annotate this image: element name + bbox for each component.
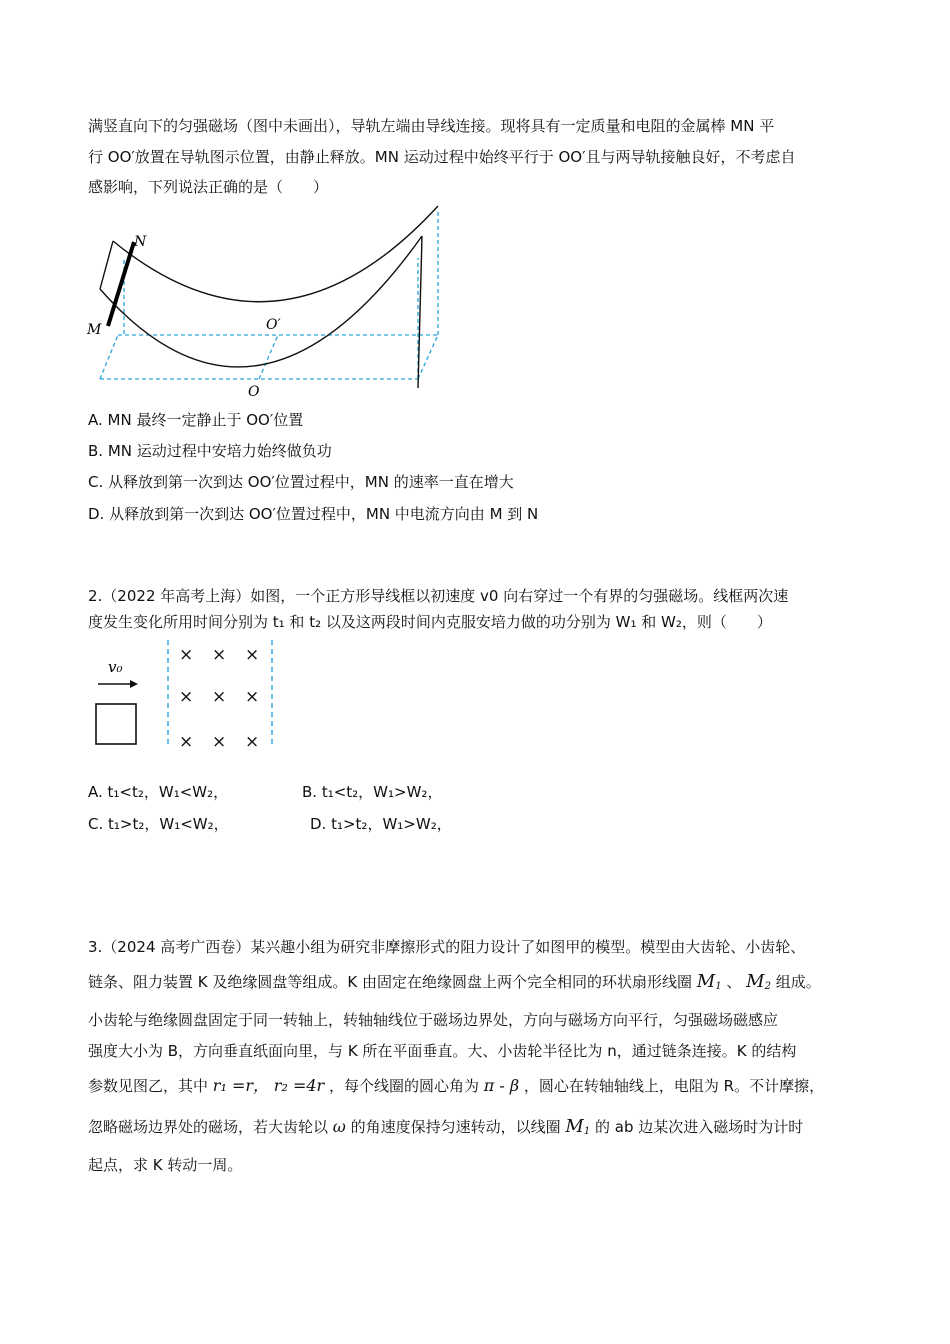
equation-r1: r₁ =r，: [212, 1076, 270, 1095]
field-crosses: [179, 645, 259, 748]
svg-text:×: ×: [212, 645, 227, 665]
symbol-m1: $M_1$: [696, 971, 722, 992]
q3-line-6: 忽略磁场边界处的磁场，若大齿轮以 ω 的角速度保持匀速转动，以线圈 $M_1$ 的 ab 边某次进入磁场时为计时: [88, 1116, 804, 1137]
svg-text:×: ×: [212, 687, 227, 707]
q2-option-c: C. t₁>t₂，W₁<W₂，: [88, 815, 229, 833]
q1-option-c: C. 从释放到第一次到达 OO′位置过程中，MN 的速率一直在增大: [88, 473, 514, 491]
square-loop: [96, 704, 136, 744]
q3-line-2: 链条、阻力装置 K 及绝缘圆盘等组成。K 由固定在绝缘圆盘上两个完全相同的环状扇形线圈 $M_1$ 、 $M_2$ 组成。: [88, 971, 821, 992]
svg-text:×: ×: [245, 732, 260, 748]
label-n: N: [134, 234, 147, 250]
svg-text:×: ×: [245, 687, 260, 707]
q2-option-b: B. t₁<t₂，W₁>W₂，: [302, 783, 443, 801]
q3-line-7: 起点，求 K 转动一周。: [88, 1156, 243, 1174]
connecting-wire: [100, 241, 113, 289]
figure-dashed-line: [418, 335, 438, 379]
label-o: O: [248, 384, 260, 400]
svg-text:×: ×: [245, 645, 260, 665]
equation-r2: r₂ =4r: [273, 1076, 325, 1095]
q1-option-b: B. MN 运动过程中安培力始终做负功: [88, 442, 332, 460]
velocity-arrow-head: [130, 680, 138, 688]
metal-rod-mn: [108, 242, 134, 326]
symbol-m2: $M_2$: [746, 971, 771, 992]
q3-line-2-end: 组成。: [775, 973, 821, 991]
svg-text:×: ×: [179, 687, 194, 707]
q1-option-a: A. MN 最终一定静止于 OO′位置: [88, 411, 304, 429]
q1-stem-line-3: 感影响，下列说法正确的是（ ）: [88, 178, 329, 196]
back-rail: [113, 206, 438, 302]
figure-dashed-line: [100, 335, 118, 379]
q2-option-a: A. t₁<t₂，W₁<W₂，: [88, 783, 229, 801]
label-o-prime: O′: [266, 317, 281, 333]
q2-stem-line-2: 度发生变化所用时间分别为 t₁ 和 t₂ 以及这两段时间内克服安培力做的功分别为 W₁ 和 W₂，则（ ）: [88, 613, 772, 631]
symbol-m1-second: $M_1$: [565, 1116, 591, 1137]
label-v0: v₀: [108, 658, 123, 676]
svg-text:×: ×: [179, 732, 194, 748]
q1-rail-figure: [82, 198, 452, 403]
svg-text:×: ×: [179, 645, 194, 665]
symbol-omega: ω: [332, 1117, 346, 1136]
svg-text:×: ×: [212, 732, 227, 748]
figure-dashed-line: [259, 335, 278, 379]
q3-line-4: 强度大小为 B，方向垂直纸面向里，与 K 所在平面垂直。大、小齿轮半径比为 n，通过链条连接。K 的结构: [88, 1042, 797, 1060]
q1-stem-line-2: 行 OO′放置在导轨图示位置，由静止释放。MN 运动过程中始终平行于 OO′且与两导轨接触良好，不考虑自: [88, 148, 796, 166]
angle-expression: π - β: [483, 1076, 520, 1095]
q3-line-2-text: 链条、阻力装置 K 及绝缘圆盘等组成。K 由固定在绝缘圆盘上两个完全相同的环状扇形线圈: [88, 973, 692, 991]
q2-option-d: D. t₁>t₂，W₁>W₂，: [310, 815, 452, 833]
q2-stem-line-1: 2.（2022 年高考上海）如图，一个正方形导线框以初速度 v0 向右穿过一个有界的匀强磁场。线框两次速: [88, 587, 789, 605]
q1-stem-line-1: 满竖直向下的匀强磁场（图中未画出），导轨左端由导线连接。现将具有一定质量和电阻的金属棒 MN 平: [88, 117, 775, 135]
q2-field-figure: [88, 638, 288, 748]
q3-line-3: 小齿轮与绝缘圆盘固定于同一转轴上，转轴轴线位于磁场边界处，方向与磁场方向平行，匀强磁场磁感应: [88, 1011, 779, 1029]
q1-option-d: D. 从释放到第一次到达 OO′位置过程中，MN 中电流方向由 M 到 N: [88, 505, 539, 523]
q3-line-1: 3.（2024 高考广西卷）某兴趣小组为研究非摩擦形式的阻力设计了如图甲的模型。模型由大齿轮、小齿轮、: [88, 938, 806, 956]
label-m: M: [87, 322, 102, 338]
q3-line-5: 参数见图乙，其中 r₁ =r， r₂ =4r ，每个线圈的圆心角为 π - β ，圆心在转轴轴线上，电阻为 R。不计摩擦，: [88, 1076, 825, 1095]
